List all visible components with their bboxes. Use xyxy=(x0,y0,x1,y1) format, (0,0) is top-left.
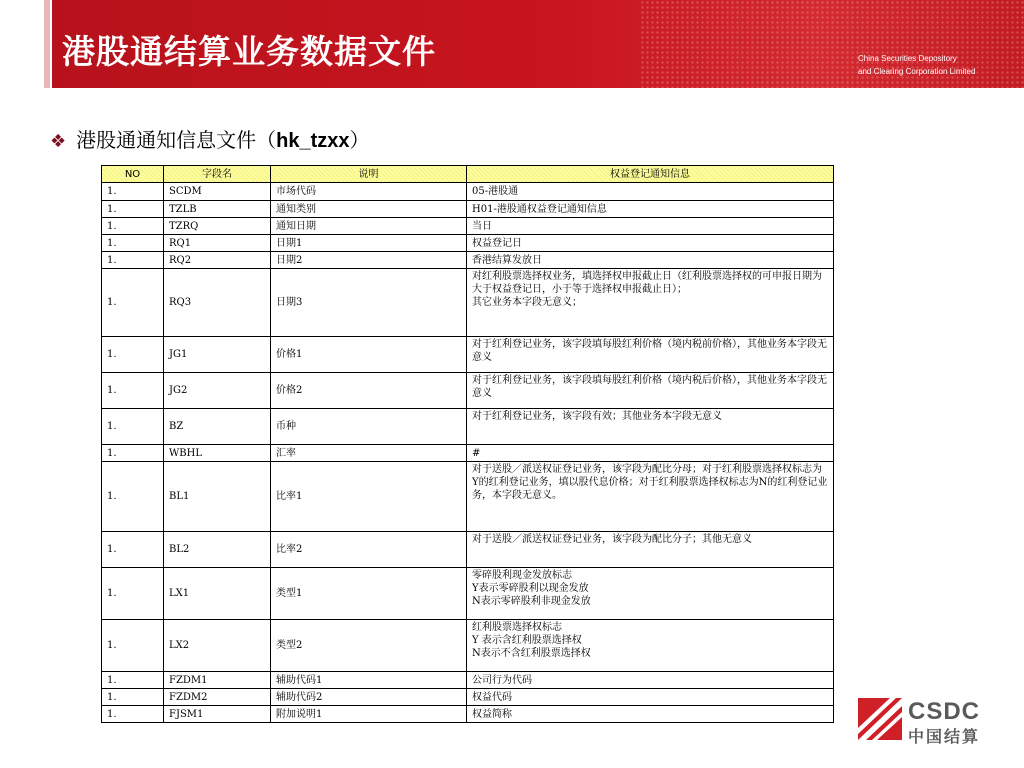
row-field-name: TZLB xyxy=(164,201,271,218)
row-no: 1. xyxy=(102,672,164,689)
row-notice-info: 权益简称 xyxy=(467,706,834,723)
row-description: 辅助代码2 xyxy=(271,689,467,706)
row-notice-info: 香港结算发放日 xyxy=(467,252,834,269)
row-notice-info: 对于送股／派送权证登记业务，该字段为配比分母；对于红利股票选择权标志为Y的红利登记业务，填以股代息价格；对于红利股票选择权标志为N的红利登记业务，本字段无意义。 xyxy=(467,462,834,532)
row-no: 1. xyxy=(102,689,164,706)
row-notice-info: 对红利股票选择权业务，填选择权申报截止日（红利股票选择权的可申报日期为大于权益登记日，小于等于选择权申报截止日）； 其它业务本字段无意义； xyxy=(467,269,834,337)
row-description: 比率2 xyxy=(271,532,467,568)
row-notice-info: 红利股票选择权标志 Y 表示含红利股票选择权 N表示不含红利股票选择权 xyxy=(467,620,834,672)
table-row xyxy=(102,409,834,445)
row-field-name: LX2 xyxy=(164,620,271,672)
row-notice-info: 对于红利登记业务，该字段有效；其他业务本字段无意义 xyxy=(467,409,834,445)
row-field-name: FJSM1 xyxy=(164,706,271,723)
table-row xyxy=(102,462,834,532)
row-field-name: JG1 xyxy=(164,337,271,373)
row-description: 币种 xyxy=(271,409,467,445)
table-row xyxy=(102,235,834,252)
section-subtitle xyxy=(50,124,370,153)
table-row xyxy=(102,269,834,337)
table-row xyxy=(102,532,834,568)
logo-text-cn: 中国结算 xyxy=(908,727,981,746)
row-field-name: WBHL xyxy=(164,445,271,462)
row-notice-info: 权益登记日 xyxy=(467,235,834,252)
organization-name-line1: China Securities Depository xyxy=(858,54,957,63)
row-description: 类型2 xyxy=(271,620,467,672)
row-no: 1. xyxy=(102,409,164,445)
table-row xyxy=(102,337,834,373)
organization-name-line2: and Clearing Corporation Limited xyxy=(858,67,976,76)
row-description: 附加说明1 xyxy=(271,706,467,723)
row-no: 1. xyxy=(102,183,164,201)
table-row xyxy=(102,689,834,706)
page-title: 港股通结算业务数据文件 xyxy=(62,32,436,71)
row-description: 价格1 xyxy=(271,337,467,373)
row-field-name: BL1 xyxy=(164,462,271,532)
row-no: 1. xyxy=(102,445,164,462)
diamond-bullet-icon: ❖ xyxy=(50,131,67,152)
row-field-name: RQ2 xyxy=(164,252,271,269)
table-row xyxy=(102,672,834,689)
row-no: 1. xyxy=(102,235,164,252)
csdc-logo-icon xyxy=(858,698,902,740)
row-notice-info: # xyxy=(467,445,834,462)
row-notice-info: 05-港股通 xyxy=(467,183,834,201)
row-notice-info: 零碎股利现金发放标志 Y表示零碎股利以现金发放 N表示零碎股利非现金发放 xyxy=(467,568,834,620)
row-no: 1. xyxy=(102,373,164,409)
row-field-name: FZDM1 xyxy=(164,672,271,689)
row-no: 1. xyxy=(102,252,164,269)
table-row xyxy=(102,445,834,462)
row-no: 1. xyxy=(102,706,164,723)
row-field-name: RQ1 xyxy=(164,235,271,252)
row-notice-info: 公司行为代码 xyxy=(467,672,834,689)
row-no: 1. xyxy=(102,218,164,235)
row-notice-info: 对于送股／派送权证登记业务，该字段为配比分子；其他无意义 xyxy=(467,532,834,568)
subtitle-suffix: ） xyxy=(349,128,370,152)
table-header-row xyxy=(102,166,834,183)
row-description: 价格2 xyxy=(271,373,467,409)
row-field-name: RQ3 xyxy=(164,269,271,337)
column-header-field-name: 字段名 xyxy=(164,166,271,183)
row-no: 1. xyxy=(102,620,164,672)
row-notice-info: H01-港股通权益登记通知信息 xyxy=(467,201,834,218)
subtitle-prefix: 港股通通知信息文件（ xyxy=(76,128,277,152)
logo-text-en: CSDC xyxy=(908,698,981,725)
row-field-name: TZRQ xyxy=(164,218,271,235)
row-field-name: BZ xyxy=(164,409,271,445)
row-description: 类型1 xyxy=(271,568,467,620)
row-notice-info: 权益代码 xyxy=(467,689,834,706)
row-notice-info: 对于红利登记业务，该字段填每股红利价格（境内税后价格），其他业务本字段无意义 xyxy=(467,373,834,409)
row-description: 通知类别 xyxy=(271,201,467,218)
organization-name xyxy=(858,52,975,78)
subtitle-code: hk_tzxx xyxy=(276,130,350,152)
row-field-name: BL2 xyxy=(164,532,271,568)
row-no: 1. xyxy=(102,337,164,373)
row-notice-info: 对于红利登记业务，该字段填每股红利价格（境内税前价格），其他业务本字段无意义 xyxy=(467,337,834,373)
row-description: 比率1 xyxy=(271,462,467,532)
table-row xyxy=(102,183,834,201)
header-banner xyxy=(0,0,1024,88)
row-description: 日期1 xyxy=(271,235,467,252)
table-row xyxy=(102,620,834,672)
row-no: 1. xyxy=(102,462,164,532)
row-description: 日期3 xyxy=(271,269,467,337)
row-description: 通知日期 xyxy=(271,218,467,235)
table-row xyxy=(102,373,834,409)
row-no: 1. xyxy=(102,532,164,568)
row-field-name: JG2 xyxy=(164,373,271,409)
column-header-no: NO xyxy=(102,166,164,183)
table-row xyxy=(102,201,834,218)
csdc-logo xyxy=(858,694,998,746)
row-description: 辅助代码1 xyxy=(271,672,467,689)
row-description: 汇率 xyxy=(271,445,467,462)
row-field-name: LX1 xyxy=(164,568,271,620)
column-header-notice-info: 权益登记通知信息 xyxy=(467,166,834,183)
field-definition-table xyxy=(101,165,834,723)
table-row xyxy=(102,252,834,269)
row-notice-info: 当日 xyxy=(467,218,834,235)
table-row xyxy=(102,218,834,235)
column-header-description: 说明 xyxy=(271,166,467,183)
row-no: 1. xyxy=(102,568,164,620)
row-no: 1. xyxy=(102,201,164,218)
row-no: 1. xyxy=(102,269,164,337)
table-row xyxy=(102,568,834,620)
row-description: 日期2 xyxy=(271,252,467,269)
row-field-name: FZDM2 xyxy=(164,689,271,706)
table-row xyxy=(102,706,834,723)
header-left-accent xyxy=(44,0,50,88)
row-description: 市场代码 xyxy=(271,183,467,201)
row-field-name: SCDM xyxy=(164,183,271,201)
